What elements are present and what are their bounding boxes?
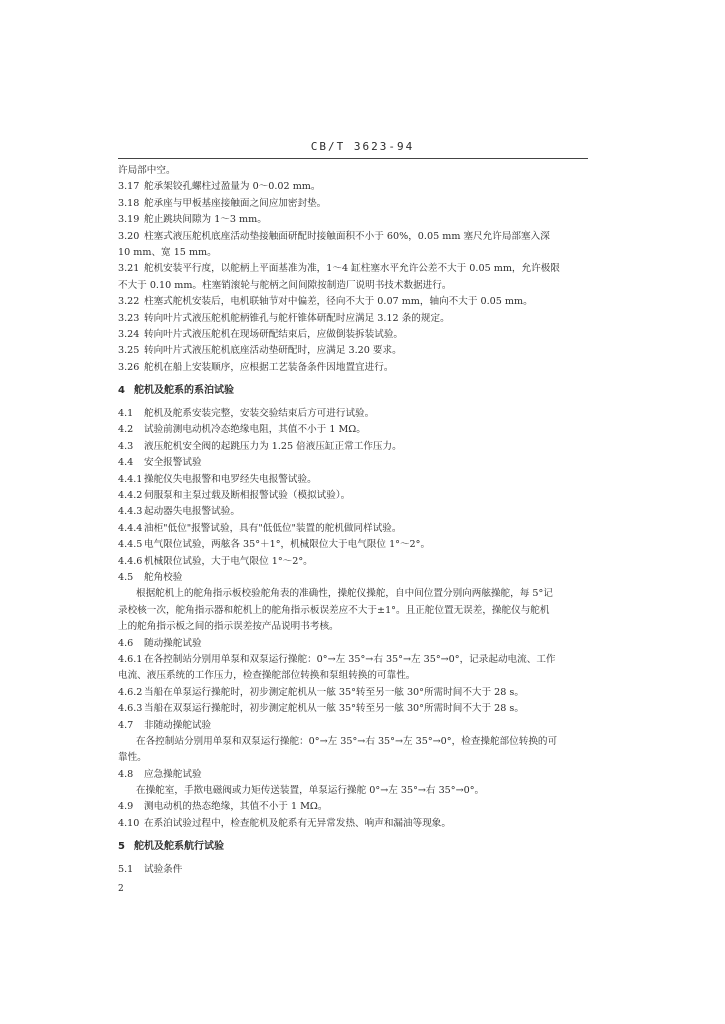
text-line bbox=[118, 406, 593, 422]
clause-number: 4.1 bbox=[118, 408, 134, 420]
text-line bbox=[118, 163, 593, 179]
text-line bbox=[118, 603, 593, 619]
clause-number: 3.23 bbox=[118, 312, 140, 324]
clause-text: 许局部中空。 bbox=[118, 165, 176, 176]
clause-text: 舵机及舵系安装完整，安装交验结束后方可进行试验。 bbox=[144, 408, 375, 420]
text-line bbox=[118, 862, 593, 878]
clause-text: 起动器失电报警试验。 bbox=[144, 506, 240, 518]
text-line bbox=[118, 718, 593, 734]
clause-block-5 bbox=[118, 862, 593, 878]
text-line bbox=[118, 799, 593, 815]
clause-number: 4.4 bbox=[118, 457, 134, 469]
text-line bbox=[118, 261, 593, 277]
page-number: 2 bbox=[118, 884, 124, 894]
clause-number: 4.7 bbox=[118, 719, 134, 731]
clause-text: 舵止跳块间隙为 1～3 mm。 bbox=[144, 214, 267, 226]
clause-number: 4.4.1 bbox=[118, 473, 143, 485]
text-line bbox=[118, 504, 593, 520]
clause-text: 靠性。 bbox=[118, 752, 147, 764]
clause-number: 3.21 bbox=[118, 263, 140, 275]
section-heading-5 bbox=[118, 838, 593, 856]
clause-text: 在各控制站分别用单泵和双泵运行操舵：0°→左 35°→右 35°→左 35°→0°，检查操舵部位转换的可 bbox=[136, 735, 558, 747]
clause-text: 舵机在船上安装顺序，应根据工艺装备条件因地置宜进行。 bbox=[144, 361, 394, 373]
text-line bbox=[118, 472, 593, 488]
text-line bbox=[118, 521, 593, 537]
clause-text: 伺服泵和主泵过载及断相报警试验（模拟试验）。 bbox=[144, 490, 351, 502]
clause-number: 4.4.5 bbox=[118, 539, 143, 551]
clause-text: 测电动机的热态绝缘，其值不小于 1 MΩ。 bbox=[144, 801, 328, 813]
clause-number: 4.6.2 bbox=[118, 686, 143, 698]
clause-number: 4.5 bbox=[118, 571, 134, 583]
clause-text: 10 mm、宽 15 mm。 bbox=[118, 246, 217, 258]
clause-text: 当船在单泵运行操舵时，初步测定舵机从一舷 35°转至另一舷 30°所需时间不大于 28 s。 bbox=[144, 686, 524, 698]
text-line bbox=[118, 783, 593, 799]
section-number: 5 bbox=[118, 841, 125, 853]
text-line bbox=[118, 245, 593, 261]
clause-text: 电气限位试验，两舷各 35°＋1°，机械限位大于电气限位 1°～2°。 bbox=[144, 539, 431, 551]
text-line bbox=[118, 701, 593, 717]
clause-text: 当船在双泵运行操舵时，初步测定舵机从一舷 35°转至另一舷 30°所需时间不大于 28 s。 bbox=[144, 703, 524, 715]
text-line bbox=[118, 636, 593, 652]
clause-text: 柱塞式液压舵机底座活动垫接触面研配时接触面积不小于 60%，0.05 mm 塞尺允许局部塞入深 bbox=[144, 230, 550, 242]
clause-number: 3.24 bbox=[118, 328, 140, 340]
clause-number: 3.18 bbox=[118, 197, 140, 209]
text-line bbox=[118, 767, 593, 783]
clause-text: 试验前测电动机冷态绝缘电阻，其值不小于 1 MΩ。 bbox=[144, 424, 366, 436]
section-title: 舵机及舵系的系泊试验 bbox=[134, 385, 234, 397]
header-rule bbox=[118, 158, 588, 159]
clause-text: 电流、液压系统的工作压力，检查操舵部位转换和泵组转换的可靠性。 bbox=[118, 670, 416, 682]
clause-text: 根据舵机上的舵角指示板校验舵角表的准确性，操舵仪操舵，自中间位置分别向两舷操舵，每 5°记 bbox=[136, 588, 553, 600]
clause-number: 3.19 bbox=[118, 214, 140, 226]
document-body bbox=[118, 163, 593, 879]
clause-text: 非随动操舵试验 bbox=[144, 719, 212, 731]
section-number: 4 bbox=[118, 385, 125, 397]
text-line bbox=[118, 750, 593, 766]
text-line bbox=[118, 212, 593, 228]
clause-number: 3.20 bbox=[118, 230, 140, 242]
clause-number: 4.4.2 bbox=[118, 490, 143, 502]
text-line bbox=[118, 422, 593, 438]
text-line bbox=[118, 294, 593, 310]
text-line bbox=[118, 734, 593, 750]
text-line bbox=[118, 586, 593, 602]
clause-number: 4.4.6 bbox=[118, 555, 143, 567]
section-title: 舵机及舵系航行试验 bbox=[134, 841, 224, 853]
clause-number: 3.26 bbox=[118, 361, 140, 373]
clause-number: 4.8 bbox=[118, 768, 134, 780]
clause-number: 3.17 bbox=[118, 181, 140, 193]
text-line bbox=[118, 816, 593, 832]
clause-text: 在操舵室，手揿电磁阀或力矩传送装置，单泵运行操舵 0°→左 35°→右 35°→0°。 bbox=[136, 785, 485, 797]
clause-number: 4.6.1 bbox=[118, 653, 143, 665]
text-line bbox=[118, 685, 593, 701]
clause-text: 在各控制站分别用单泵和双泵运行操舵：0°→左 35°→右 35°→左 35°→0°，记录起动电流、工作 bbox=[144, 653, 556, 665]
clause-text: 应急操舵试验 bbox=[144, 768, 202, 780]
text-line bbox=[118, 554, 593, 570]
text-line bbox=[118, 619, 593, 635]
clause-number: 5.1 bbox=[118, 864, 134, 876]
clause-number: 4.2 bbox=[118, 424, 134, 436]
clause-text: 转向叶片式液压舵机在现场研配结束后，应做倒装拆装试验。 bbox=[144, 328, 404, 340]
clause-text: 转向叶片式液压舵机舵柄锥孔与舵杆锥体研配时应满足 3.12 条的规定。 bbox=[144, 312, 450, 324]
clause-text: 舵承座与甲板基座接触面之间应加密封垫。 bbox=[144, 197, 327, 209]
text-line bbox=[118, 570, 593, 586]
clause-number: 4.10 bbox=[118, 817, 140, 829]
clause-text: 油柜"低位"报警试验，具有"低低位"装置的舵机做同样试验。 bbox=[144, 522, 402, 534]
clause-text: 舵承架铰孔螺柱过盈量为 0～0.02 mm。 bbox=[144, 181, 321, 193]
standard-code-header: CB/T 3623-94 bbox=[310, 140, 415, 153]
clause-text: 录校核一次，舵角指示器和舵机上的舵角指示板误差应不大于±1°。且正舵位置无误差，操舵仪与舵机 bbox=[118, 604, 550, 616]
text-line bbox=[118, 343, 593, 359]
clause-text: 舵机安装平行度，以舵柄上平面基准为准，1～4 缸柱塞水平允许公差不大于 0.05 mm，允许极限 bbox=[144, 263, 560, 275]
text-line bbox=[118, 311, 593, 327]
clause-text: 随动操舵试验 bbox=[144, 637, 202, 649]
text-line bbox=[118, 652, 593, 668]
clause-text: 机械限位试验，大于电气限位 1°～2°。 bbox=[144, 555, 313, 567]
text-line bbox=[118, 327, 593, 343]
text-line bbox=[118, 179, 593, 195]
clause-number: 4.4.3 bbox=[118, 506, 143, 518]
text-line bbox=[118, 196, 593, 212]
text-line bbox=[118, 537, 593, 553]
clause-number: 3.22 bbox=[118, 296, 140, 308]
clause-text: 舵角校验 bbox=[144, 571, 183, 583]
clause-number: 4.9 bbox=[118, 801, 134, 813]
text-line bbox=[118, 668, 593, 684]
clause-number: 4.6.3 bbox=[118, 703, 143, 715]
clause-number: 4.6 bbox=[118, 637, 134, 649]
clause-text: 液压舵机安全阀的起跳压力为 1.25 倍液压缸正常工作压力。 bbox=[144, 440, 402, 452]
clause-text: 试验条件 bbox=[144, 864, 183, 876]
text-line bbox=[118, 439, 593, 455]
text-line bbox=[118, 488, 593, 504]
clause-text: 操舵仪失电报警和电罗经失电报警试验。 bbox=[144, 473, 317, 485]
clause-text: 转向叶片式液压舵机底座活动垫研配时，应满足 3.20 要求。 bbox=[144, 345, 402, 357]
text-line bbox=[118, 455, 593, 471]
clause-text: 在系泊试验过程中，检查舵机及舵系有无异常发热、响声和漏油等现象。 bbox=[144, 817, 451, 829]
text-line bbox=[118, 278, 593, 294]
clause-number: 4.4.4 bbox=[118, 522, 143, 534]
clause-block-3 bbox=[118, 163, 593, 376]
text-line bbox=[118, 229, 593, 245]
section-heading-4 bbox=[118, 382, 593, 400]
clause-text: 柱塞式舵机安装后，电机联轴节对中偏差，径向不大于 0.07 mm，轴向不大于 0.05 mm。 bbox=[144, 296, 533, 308]
clause-block-4 bbox=[118, 406, 593, 832]
clause-text: 上的舵角指示板之间的指示误差按产品说明书考核。 bbox=[118, 621, 339, 633]
clause-number: 3.25 bbox=[118, 345, 140, 357]
clause-number: 4.3 bbox=[118, 440, 134, 452]
clause-text: 安全报警试验 bbox=[144, 457, 202, 469]
text-line bbox=[118, 360, 593, 376]
clause-text: 不大于 0.10 mm。柱塞销滚轮与舵柄之间间隙按制造厂说明书技术数据进行。 bbox=[118, 279, 452, 291]
